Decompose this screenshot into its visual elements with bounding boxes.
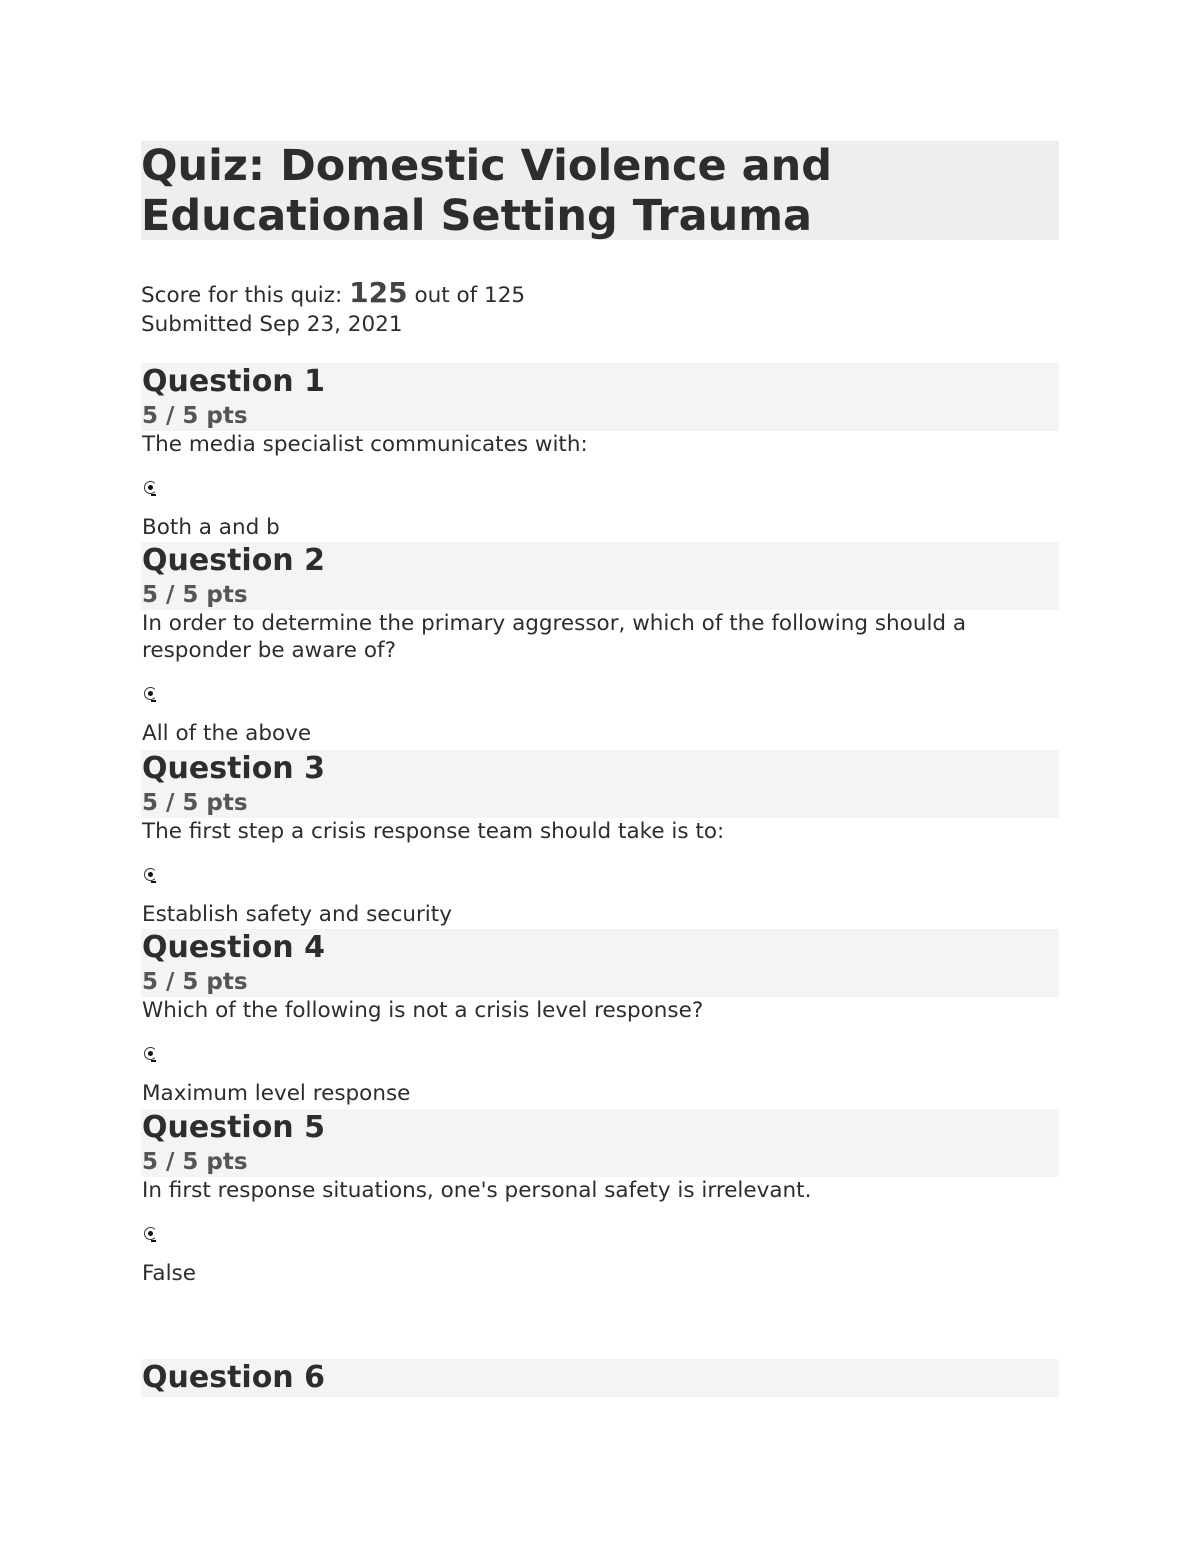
question-text: The first step a crisis response team should take is to:	[142, 819, 725, 844]
question-5	[141, 1109, 1059, 1288]
answer-text: Establish safety and security	[142, 902, 452, 927]
question-title: Question 3	[142, 751, 325, 786]
selected-radio-icon[interactable]	[144, 1047, 158, 1061]
question-header	[141, 363, 1059, 431]
question-2	[141, 542, 1059, 748]
question-title: Question 1	[142, 364, 325, 399]
selected-radio-icon[interactable]	[144, 1227, 158, 1241]
question-title: Question 5	[142, 1110, 325, 1145]
answer-text: All of the above	[142, 721, 312, 746]
answer-text: Maximum level response	[142, 1081, 411, 1106]
question-points: 5 / 5 pts	[142, 403, 248, 429]
question-points: 5 / 5 pts	[142, 1149, 248, 1175]
score-value: 125	[349, 276, 408, 309]
question-text: In first response situations, one's personal safety is irrelevant.	[142, 1178, 812, 1203]
question-header	[141, 929, 1059, 997]
question-title: Question 6	[142, 1360, 325, 1395]
question-4	[141, 929, 1059, 1108]
quiz-title-line-1: Quiz: Domestic Violence and	[141, 141, 833, 191]
question-3	[141, 750, 1059, 929]
question-title: Question 4	[142, 930, 325, 965]
selected-radio-icon[interactable]	[144, 481, 158, 495]
quiz-title-line-2: Educational Setting Trauma	[141, 191, 813, 241]
question-text: Which of the following is not a crisis level response?	[142, 998, 704, 1023]
question-header	[141, 750, 1059, 818]
question-1	[141, 363, 1059, 542]
question-6	[141, 1359, 1059, 1397]
submitted-date: Submitted Sep 23, 2021	[141, 312, 403, 337]
answer-text: Both a and b	[142, 515, 280, 540]
quiz-title	[141, 141, 1059, 240]
question-header	[141, 1109, 1059, 1177]
score-label: Score for this quiz:	[141, 283, 343, 308]
score-suffix: out of 125	[414, 283, 526, 308]
question-header	[141, 542, 1059, 610]
question-points: 5 / 5 pts	[142, 969, 248, 995]
question-text: The media specialist communicates with:	[142, 432, 588, 457]
question-points: 5 / 5 pts	[142, 582, 248, 608]
question-text: In order to determine the primary aggressor, which of the following should a responder be aware of?	[142, 611, 967, 663]
score-line	[141, 278, 525, 310]
question-points: 5 / 5 pts	[142, 790, 248, 816]
question-title: Question 2	[142, 543, 325, 578]
selected-radio-icon[interactable]	[144, 687, 158, 701]
answer-text: False	[142, 1261, 196, 1286]
score-summary	[141, 278, 525, 339]
question-header	[141, 1359, 1059, 1397]
selected-radio-icon[interactable]	[144, 868, 158, 882]
